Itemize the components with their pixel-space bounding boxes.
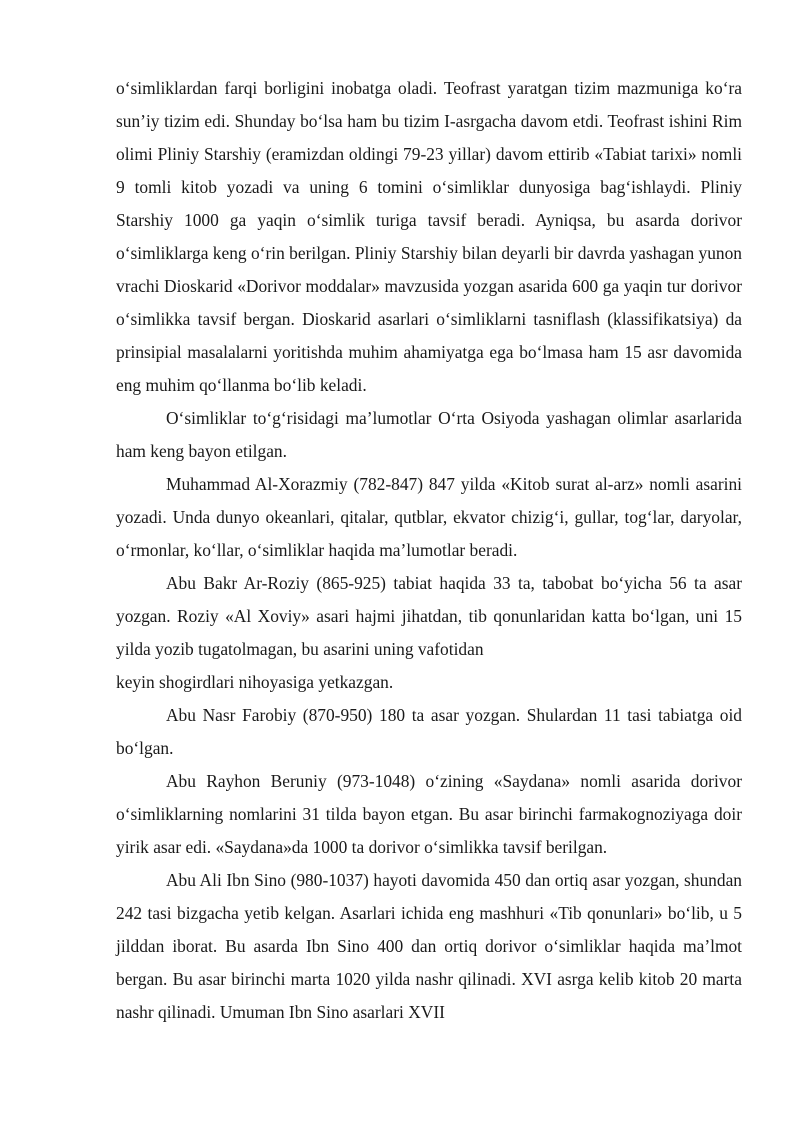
paragraph-central-asia-intro: O‘simliklar to‘g‘risidagi ma’lumotlar O‘rta Osiyoda yashagan olimlar asarlarida ham keng bayon etilgan. [116,408,742,461]
paragraph-ar-roziy-continued: keyin shogirdlari nihoyasiga yetkazgan. [116,672,394,692]
paragraph-farobiy: Abu Nasr Farobiy (870-950) 180 ta asar yozgan. Shulardan 11 tasi tabiatga oid bo‘lgan. [116,705,742,758]
paragraph-beruniy: Abu Rayhon Beruniy (973-1048) o‘zining «Saydana» nomli asarida dorivor o‘simliklarning nomlarini 31 tilda bayon etgan. Bu asar birinchi farmakognoziyaga doir yirik asar edi. «Saydana»da 1000 ta dorivor o‘simlikka tavsif berilgan. [116,771,742,857]
paragraph-teofrast-pliniy-dioskarid: o‘simliklardan farqi borligini inobatga oladi. Teofrast yaratgan tizim mazmuniga ko‘ra sun’iy tizim edi. Shunday bo‘lsa ham bu tizim I-asrgacha davom etdi. Teofrast ishini Rim olimi Pliniy Starshiy (eramizdan oldingi 79-23 yillar) davom ettirib «Tabiat tarixi» nomli 9 tomli kitob yozadi va uning 6 tomini o‘simliklar dunyosiga bag‘ishlaydi. Pliniy Starshiy 1000 ga yaqin o‘simlik turiga tavsif beradi. Ayniqsa, bu asarda dorivor o‘simliklarga keng o‘rin berilgan. Pliniy Starshiy bilan deyarli bir davrda yashagan yunon vrachi Dioskarid «Dorivor moddalar» mavzusida yozgan asarida 600 ga yaqin tur dorivor o‘simlikka tavsif bergan. Dioskarid asarlari o‘simliklarni tasniflash (klassifikatsiya) da prinsipial masalalarni yoritishda muhim ahamiyatga ega bo‘lmasa ham 15 asr davomida eng muhim qo‘llanma bo‘lib keladi. [116,78,742,395]
document-body [116,72,742,1029]
paragraph-al-xorazmiy: Muhammad Al-Xorazmiy (782-847) 847 yilda «Kitob surat al-arz» nomli asarini yozadi. Unda dunyo okeanlari, qitalar, qutblar, ekvator chizig‘i, gullar, tog‘lar, daryolar, o‘rmonlar, ko‘llar, o‘simliklar haqida ma’lumotlar beradi. [116,474,742,560]
paragraph-ar-roziy: Abu Bakr Ar-Roziy (865-925) tabiat haqida 33 ta, tabobat bo‘yicha 56 ta asar yozgan. Roziy «Al Xoviy» asari hajmi jihatdan, tib qonunlaridan katta bo‘lgan, uni 15 yilda yozib tugatolmagan, bu asarini uning vafotidan [116,573,742,659]
paragraph-ibn-sino: Abu Ali Ibn Sino (980-1037) hayoti davomida 450 dan ortiq asar yozgan, shundan 242 tasi bizgacha yetib kelgan. Asarlari ichida eng mashhuri «Tib qonunlari» bo‘lib, u 5 jilddan iborat. Bu asarda Ibn Sino 400 dan ortiq dorivor o‘simliklar haqida ma’lmot bergan. Bu asar birinchi marta 1020 yilda nashr qilinadi. XVI asrga kelib kitob 20 marta nashr qilinadi. Umuman Ibn Sino asarlari XVII [116,870,742,1022]
